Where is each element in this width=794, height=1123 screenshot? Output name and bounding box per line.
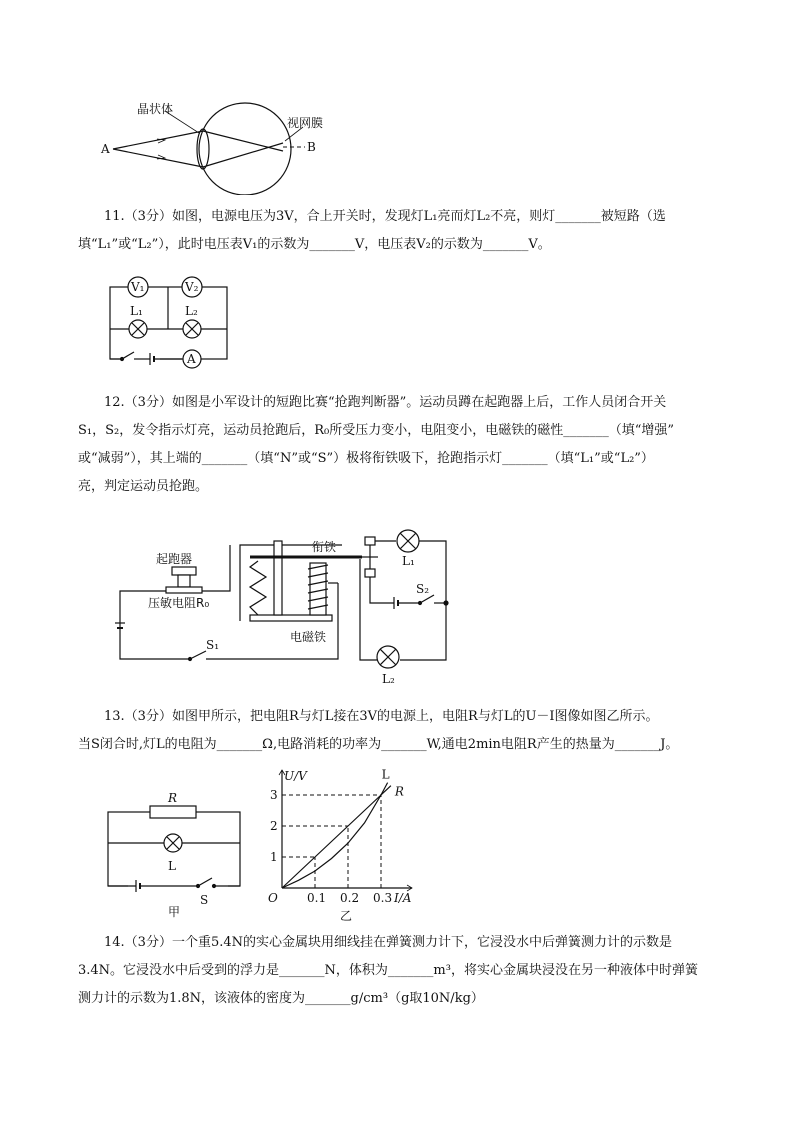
- question-11: [78, 203, 720, 259]
- x-tick-label: 0.1: [307, 891, 327, 905]
- l-label: L: [168, 859, 176, 873]
- q13-line-2: 当S闭合时,灯L的电阻为_______Ω,电路消耗的功率为_______W,通电2min电阻R产生的热量为_______J。: [78, 737, 679, 752]
- v2-label: V₂: [185, 280, 199, 294]
- l2-label: L₂: [382, 672, 395, 686]
- s-label: S: [200, 893, 209, 907]
- retina-label: 视网膜: [287, 116, 324, 130]
- series-label-R: R: [394, 784, 404, 799]
- series-label-L: L: [381, 767, 390, 782]
- ammeter-label: A: [187, 352, 196, 366]
- resistor-r: [150, 806, 196, 818]
- q11-circuit: [100, 272, 240, 377]
- q12-line-2: S₁，S₂，发令指示灯亮，运动员抢跑后，R₀所受压力变小，电阻变小，电磁铁的磁性_______（填“增强”: [78, 423, 675, 438]
- ui-chart: [262, 762, 422, 924]
- y-tick-label: 3: [270, 788, 278, 802]
- x-tick-label: 0.3: [373, 891, 393, 905]
- q12-circuit: [110, 525, 455, 690]
- q14-line-2: 3.4N。它浸没水中后受到的浮力是_______N，体积为_______m³，将实心金属块浸没在另一种液体中时弹簧: [78, 963, 698, 978]
- eye-figure: [95, 95, 335, 195]
- point-b-label: B: [307, 140, 316, 154]
- q13-circuit: [100, 792, 250, 920]
- lens-label: 晶状体: [137, 102, 174, 116]
- v1-label: V₁: [131, 280, 145, 294]
- series-line-R: [282, 786, 391, 888]
- question-13: [78, 703, 720, 759]
- s2-label: S₂: [416, 582, 430, 596]
- question-12: [78, 389, 720, 501]
- q11-line-2: 填“L₁”或“L₂”），此时电压表V₁的示数为_______V，电压表V₂的示数为_______V。: [78, 237, 551, 252]
- origin-label: O: [268, 891, 278, 905]
- q14-line-3: 测力计的示数为1.8N，该液体的密度为_______g/cm³（g取10N/kg）: [78, 991, 484, 1006]
- electromagnet-label: 电磁铁: [290, 630, 327, 644]
- q13-line-1: 13.（3分）如图甲所示，把电阻R与灯L接在3V的电源上，电阻R与灯L的U－I图像如图乙所示。: [104, 709, 659, 724]
- r-label: R: [168, 792, 178, 805]
- y-tick-label: 1: [270, 850, 278, 864]
- resistor-label: 压敏电阻R₀: [148, 596, 210, 610]
- pressure-resistor: [166, 587, 202, 593]
- armature-label: 衔铁: [312, 540, 337, 554]
- question-14: [78, 929, 720, 1013]
- q12-line-1: 12.（3分）如图是小军设计的短跑比赛“抢跑判断器”。运动员蹲在起跑器上后，工作人员闭合开关: [104, 395, 667, 410]
- x-axis-label: I/A: [394, 891, 412, 905]
- figure-jia-caption: 甲: [168, 905, 181, 919]
- series-line-L: [282, 783, 388, 888]
- point-a-label: A: [101, 142, 110, 156]
- s1-label: S₁: [206, 638, 220, 652]
- starter-label: 起跑器: [156, 552, 193, 566]
- l2-label: L₂: [185, 304, 198, 318]
- q12-line-3: 或“减弱”），其上端的_______（填“N”或“S”）极将衔铁吸下，抢跑指示灯_______（填“L₁”或“L₂”）: [78, 451, 654, 466]
- x-tick-label: 0.2: [340, 891, 360, 905]
- starter-block: [172, 567, 196, 575]
- q12-line-4: 亮，判定运动员抢跑。: [78, 479, 209, 494]
- q14-line-1: 14.（3分）一个重5.4N的实心金属块用细线挂在弹簧测力计下，它浸没水中后弹簧测力计的示数是: [104, 935, 672, 950]
- y-tick-label: 2: [270, 819, 278, 833]
- l1-label: L₁: [402, 554, 415, 568]
- figure-yi-caption: 乙: [340, 909, 353, 923]
- l1-label: L₁: [130, 304, 143, 318]
- q11-line-1: 11.（3分）如图，电源电压为3V，合上开关时，发现灯L₁亮而灯L₂不亮，则灯_______被短路（选: [104, 209, 666, 224]
- y-axis-label: U/V: [284, 769, 307, 783]
